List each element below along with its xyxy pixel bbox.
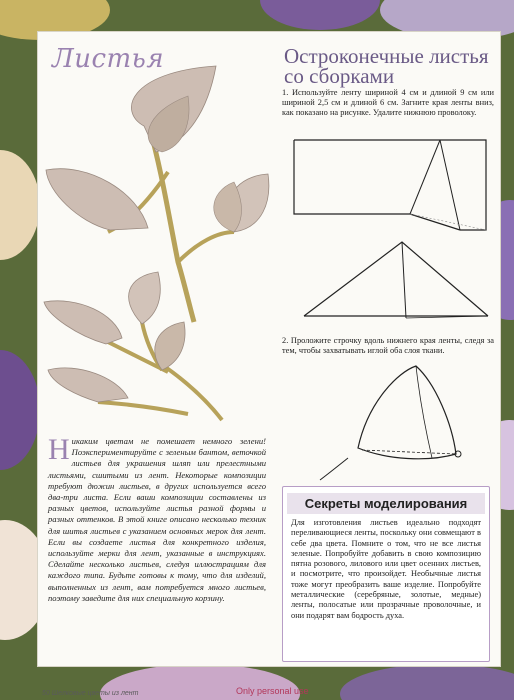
intro-paragraph	[48, 433, 266, 604]
intro-text: икаким цветам не помешает немного зелени! Поэкспериментируйте с зеленым бантом, веточкой листьев для украшения шляп или прелестными листьями, сшитыми из лент. Некоторые композиции требуют дюжин листьев, в других используется всего два-три листа. Если ваши композиции составлены из разных цветов, используйте листья разной формы и разных оттенков. В этой книге описано несколько техник для шитья листьев с указанием основных мерок для лент. Если вы создаете листья для конкретного изделия, используйте мерки для лент, указанные в инструкциях. Сделайте несколько листьев, следуя иллюстрациям для каждого типа. Будьте готовы к тому, что для изделий, выполненных из лент, вам потребуется много листьев, поэтому заведите для них специальную корзину.	[48, 436, 266, 603]
section-title: Листья	[52, 44, 165, 74]
article-title: Остроконечные листья со сборками	[284, 44, 489, 88]
leaf-spray-illustration	[38, 52, 278, 432]
drop-cap: Н	[48, 433, 70, 466]
step-2-text: 2. Проложите строчку вдоль нижнего края ленты, следя за тем, чтобы захватывать иглой оба слоя ткани.	[282, 336, 494, 356]
watermark: Only personal use	[236, 686, 309, 696]
gathered-leaf-diagram	[308, 362, 488, 482]
page-footer: 50 Шелковые цветы из лент	[42, 690, 139, 697]
step-1-text: 1. Используйте ленту шириной 4 см и длиной 9 см или шириной 2,5 см и длиной 6 см. Загните края ленты вниз, как показано на рисунке. Удалите нижнюю проволоку.	[282, 88, 494, 118]
fold-diagram	[290, 134, 500, 238]
secrets-text: Для изготовления листьев идеально подходят переливающиеся ленты, поскольку они совмещают в себе два цвета. Помните о том, что не все листья зеленые. Попробуйте добавить в свою композицию пятна розового, лилового или цвет осенних листьев, и посмотрите, что произойдет. Необычные листья тоже могут преобразить ваше изделие. Попробуйте металлические (серебряные, золотые, медные) ленты, полосатые или прозрачные проволочные, и они подарят вам бодрость духа.	[291, 518, 481, 620]
secrets-box	[282, 486, 490, 662]
triangle-diagram	[294, 238, 494, 330]
secrets-title: Секреты моделирования	[287, 493, 485, 514]
